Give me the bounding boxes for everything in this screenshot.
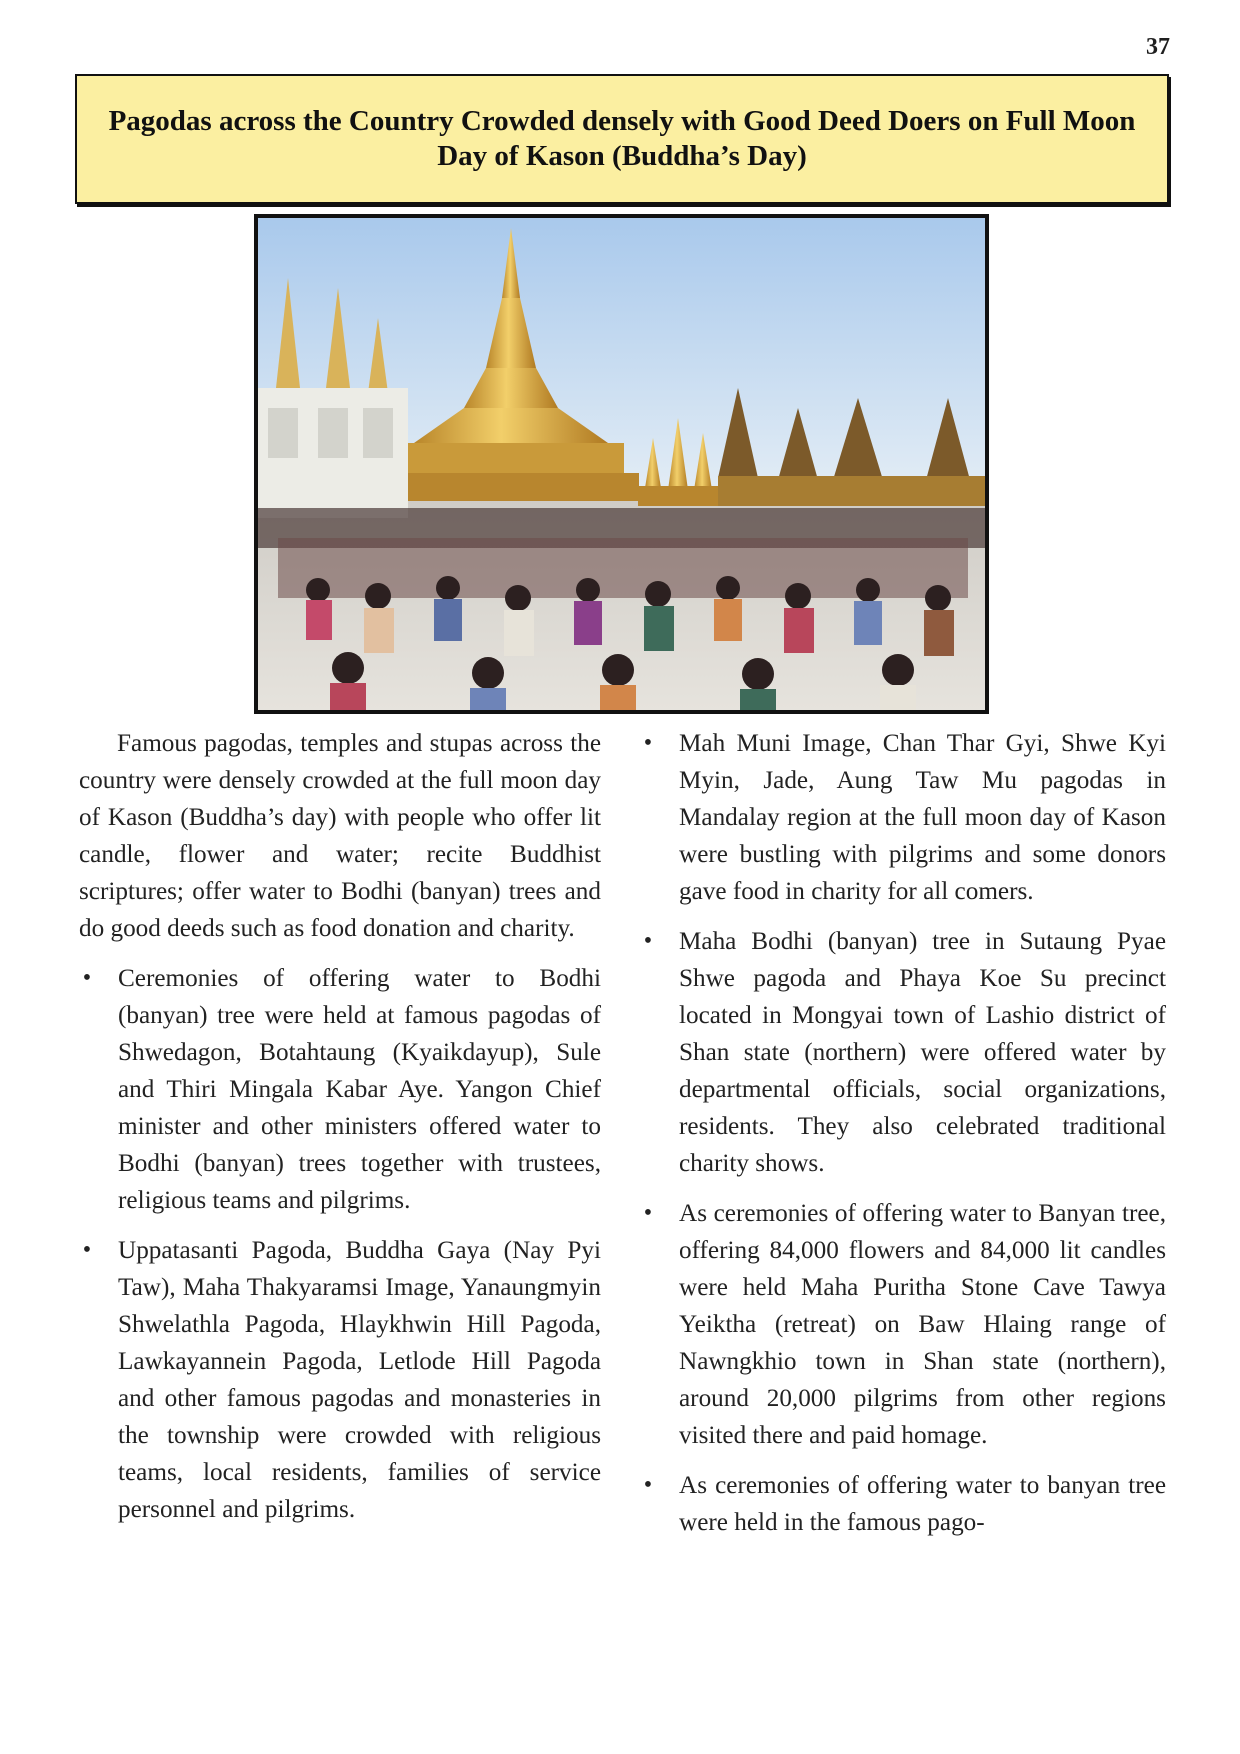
bullet-icon: • — [643, 1200, 653, 1226]
right-column — [640, 725, 1166, 1541]
pagoda-illustration — [258, 218, 985, 710]
title-box — [75, 74, 1169, 204]
list-item-text: As ceremonies of offering water to Banyan tree, offering 84,000 flowers and 84,000 lit candles were held Maha Puritha Stone Cave Tawya Yeiktha (retreat) on Baw Hlaing range of Nawngkhio town in Shan state (northern), around 20,000 pilgrims from other regions visited there and paid homage. — [679, 1200, 1166, 1449]
left-column — [79, 725, 601, 1528]
list-item — [79, 960, 601, 1219]
left-bullet-list — [79, 960, 601, 1528]
list-item — [640, 1467, 1166, 1541]
bullet-icon: • — [643, 1472, 653, 1498]
list-item-text: Mah Muni Image, Chan Thar Gyi, Shwe Kyi Myin, Jade, Aung Taw Mu pagodas in Mandalay region at the full moon day of Kason were bustling with pilgrims and some donors gave food in charity for all comers. — [679, 730, 1166, 905]
intro-paragraph: Famous pagodas, temples and stupas across the country were densely crowded at the full moon day of Kason (Buddha’s day) with people who offer lit candle, flower and water; recite Buddhist scriptures; offer water to Bodhi (banyan) trees and do good deeds such as food donation and charity. — [79, 730, 601, 942]
bullet-icon: • — [643, 928, 653, 954]
bullet-icon: • — [82, 1237, 92, 1263]
bullet-icon: • — [82, 965, 92, 991]
list-item-text: Uppatasanti Pagoda, Buddha Gaya (Nay Pyi Taw), Maha Thakyaramsi Image, Yanaungmyin Shwelathla Pagoda, Hlaykhwin Hill Pagoda, Lawkayannein Pagoda, Letlode Hill Pagoda and other famous pagodas and monasteries in the township were crowded with religious teams, local residents, families of service personnel and pilgrims. — [118, 1237, 601, 1523]
page-title: Pagodas across the Country Crowded densely with Good Deed Doers on Full Moon Day of Kason (Buddha’s Day) — [108, 105, 1136, 172]
list-item-text: Maha Bodhi (banyan) tree in Sutaung Pyae Shwe pagoda and Phaya Koe Su precinct located in Mongyai town of Lashio district of Shan state (northern) were offered water by departmental officials, social organizations, residents. They also celebrated traditional charity shows. — [679, 928, 1166, 1177]
bullet-icon: • — [643, 730, 653, 756]
list-item — [79, 1232, 601, 1528]
list-item — [640, 1195, 1166, 1454]
list-item — [640, 923, 1166, 1182]
list-item-text: As ceremonies of offering water to banyan tree were held in the famous pago- — [679, 1472, 1166, 1536]
list-item — [640, 725, 1166, 910]
pagoda-photo — [254, 214, 989, 714]
right-bullet-list — [640, 725, 1166, 1541]
page-number: 37 — [1146, 34, 1170, 60]
list-item-text: Ceremonies of offering water to Bodhi (banyan) tree were held at famous pagodas of Shwedagon, Botahtaung (Kyaikdayup), Sule and Thiri Mingala Kabar Aye. Yangon Chief minister and other ministers offered water to Bodhi (banyan) trees together with trustees, religious teams and pilgrims. — [118, 965, 601, 1214]
